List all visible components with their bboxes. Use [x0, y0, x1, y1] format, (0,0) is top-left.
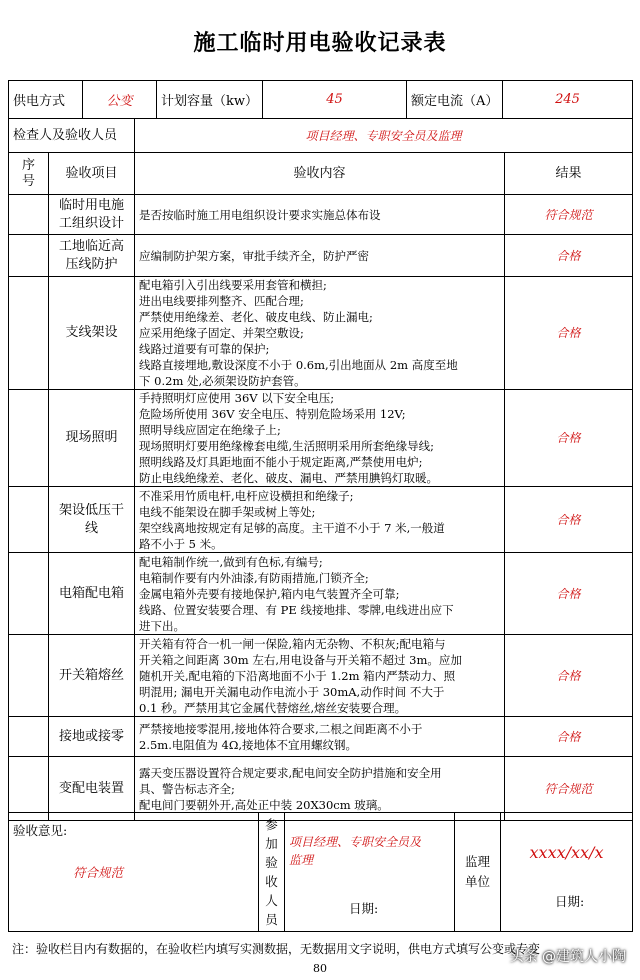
inspection-table	[8, 118, 633, 821]
row-result: 合格	[505, 235, 633, 277]
opinion-label: 验收意见:	[13, 823, 68, 838]
participants-label: 参 加 验 收 人 员	[259, 813, 285, 932]
row-item: 现场照明	[49, 390, 135, 487]
row-item: 变配电装置	[49, 757, 135, 821]
opinion-cell	[9, 813, 259, 932]
capacity-value: 45	[263, 81, 407, 119]
row-number	[9, 277, 49, 390]
table-row	[9, 635, 633, 717]
col-header-item: 验收项目	[49, 153, 135, 195]
row-item: 电箱配电箱	[49, 553, 135, 635]
participants-cell	[285, 813, 455, 932]
acceptance-table	[8, 812, 633, 932]
row-content: 是否按临时施工用电组织设计要求实施总体布设	[135, 195, 505, 235]
inspectors-label: 检查人及验收人员	[9, 119, 135, 153]
supervisor-date-value: xxxx/xx/x	[529, 843, 604, 862]
participants-date-label: 日期:	[349, 901, 379, 916]
footnote: 注：验收栏目内有数据的，在验收栏内填写实测数据，无数据用文字说明，供电方式填写公变或专变	[12, 942, 541, 956]
capacity-label: 计划容量（kw）	[157, 81, 263, 119]
table-row	[9, 553, 633, 635]
watermark: 头条 @建筑人小陶	[509, 949, 626, 965]
participants-value: 项目经理、专职安全员及 监理	[289, 835, 422, 867]
row-result: 合格	[505, 487, 633, 553]
row-content: 配电箱制作统一,做到有色标,有编号; 电箱制作要有内外油漆,有防雨措施,门锁齐全; 金属电箱外壳要有接地保护,箱内电气装置齐全可靠; 线路、位置安装要合理、有 PE 线接地排、零牌,电线进出应下 进下出。	[135, 553, 505, 635]
supervisor-label: 监理 单位	[455, 813, 501, 932]
page-title: 施工临时用电验收记录表	[193, 31, 447, 56]
row-item: 支线架设	[49, 277, 135, 390]
table-row	[9, 717, 633, 757]
row-item: 临时用电施 工组织设计	[49, 195, 135, 235]
supply-label: 供电方式	[9, 81, 83, 119]
row-number	[9, 195, 49, 235]
row-item: 开关箱熔丝	[49, 635, 135, 717]
inspectors-value: 项目经理、专职安全员及监理	[135, 119, 633, 153]
row-item: 工地临近高 压线防护	[49, 235, 135, 277]
row-result: 合格	[505, 717, 633, 757]
row-content: 手持照明灯应使用 36V 以下安全电压; 危险场所使用 36V 安全电压、特别危险场采用 12V; 照明导线应固定在绝缘子上; 现场照明灯要用绝缘橡套电缆,生活照明采用所套绝缘导线; 照明线路及灯具距地面不能小于规定距离,严禁使用电炉; 防止电线绝缘差、老化、破皮、漏电、严禁用腆钨灯取暖。	[135, 390, 505, 487]
supervisor-date-label: 日期:	[555, 894, 585, 909]
row-number	[9, 757, 49, 821]
row-result: 合格	[505, 553, 633, 635]
supervisor-cell	[501, 813, 633, 932]
table-row	[9, 390, 633, 487]
header-table	[8, 80, 633, 119]
row-content: 配电箱引入引出线要采用套管和横担; 进出电线要排列整齐、匹配合理; 严禁使用绝缘差、老化、破皮电线、防止漏电; 应采用绝缘子固定、并架空敷设; 线路过道要有可靠的保护; 线路直接埋地,敷设深度不小于 0.6m,引出地面从 2m 高度至地 下 0.2m 处,必须架设防护套管。	[135, 277, 505, 390]
row-result: 符合规范	[505, 757, 633, 821]
row-number	[9, 635, 49, 717]
opinion-value: 符合规范	[73, 865, 124, 880]
row-item: 接地或接零	[49, 717, 135, 757]
row-number	[9, 235, 49, 277]
col-header-content: 验收内容	[135, 153, 505, 195]
row-result: 符合规范	[505, 195, 633, 235]
page-number: 80	[313, 962, 327, 975]
row-number	[9, 553, 49, 635]
table-row	[9, 757, 633, 821]
table-row	[9, 195, 633, 235]
row-content: 不准采用竹质电杆,电杆应设横担和绝缘子; 电线不能架设在脚手架或树上等处; 架空线离地按规定有足够的高度。主干道不小于 7 米,一般道 路不小于 5 米。	[135, 487, 505, 553]
col-header-no: 序 号	[9, 153, 49, 195]
table-row	[9, 235, 633, 277]
row-content: 开关箱有符合一机一闸一保险,箱内无杂物、不积灰;配电箱与 开关箱之间距离 30m 左右,用电设备与开关箱不超过 3m。应加 随机开关,配电箱的下沿离地面不小于 1.2m 箱内严禁动力、照 明混用; 漏电开关漏电动作电流小于 30mA,动作时间 不大于 0.1 秒。严禁用其它金属代替熔丝,熔丝安装要合理。	[135, 635, 505, 717]
row-content: 严禁接地接零混用,接地体符合要求,二根之间距离不小于 2.5m.电阻值为 4Ω,接地体不宜用螺纹钢。	[135, 717, 505, 757]
table-row	[9, 277, 633, 390]
row-number	[9, 717, 49, 757]
row-content: 露天变压器设置符合规定要求,配电间安全防护措施和安全用 具、警告标志齐全; 配电间门要朝外开,高处正中装 20X30cm 玻璃。	[135, 757, 505, 821]
row-content: 应编制防护架方案，审批手续齐全，防护严密	[135, 235, 505, 277]
row-number	[9, 390, 49, 487]
row-result: 合格	[505, 635, 633, 717]
row-number	[9, 487, 49, 553]
table-row	[9, 487, 633, 553]
col-header-result: 结果	[505, 153, 633, 195]
row-result: 合格	[505, 390, 633, 487]
row-item: 架设低压干 线	[49, 487, 135, 553]
supply-value: 公变	[83, 81, 157, 119]
current-label: 额定电流（A）	[407, 81, 503, 119]
current-value: 245	[503, 81, 633, 119]
row-result: 合格	[505, 277, 633, 390]
